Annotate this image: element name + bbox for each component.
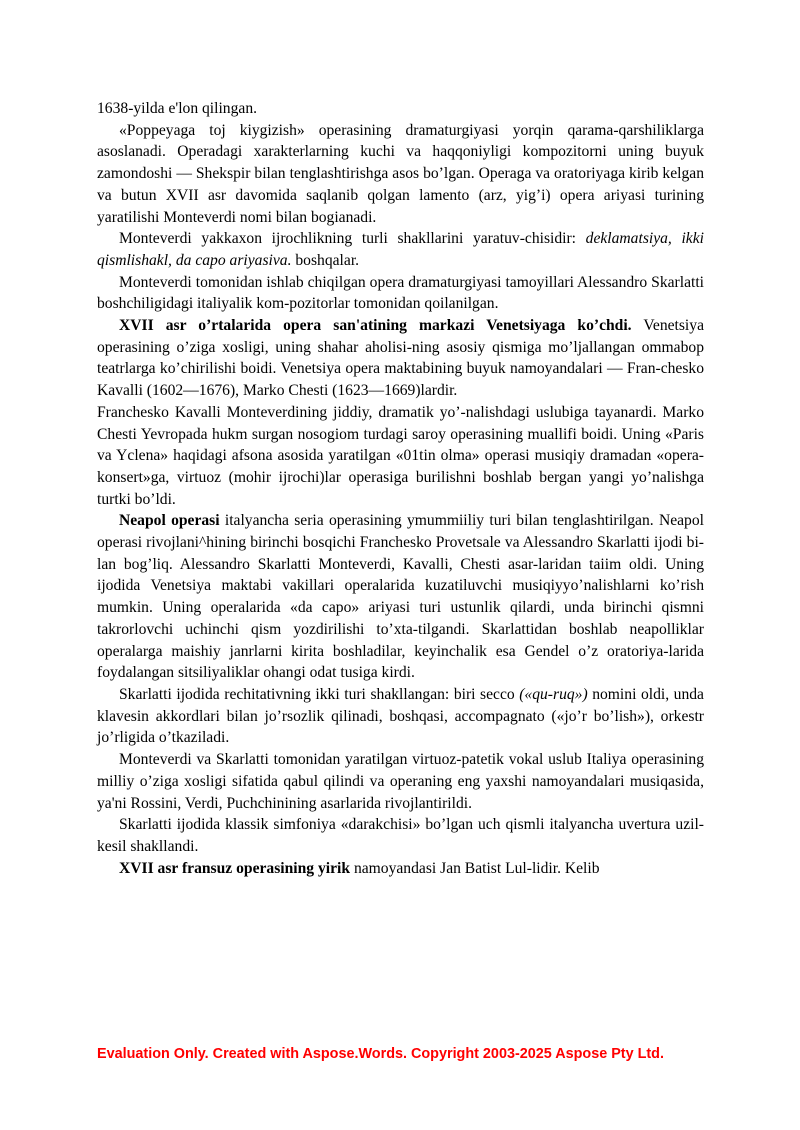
paragraph-3 (97, 228, 704, 271)
paragraph-4: Monteverdi tomonidan ishlab chiqilgan opera dramaturgiyasi tamoyillari Alessandro Skarlatti boshchiligidagi italiyalik kom-pozitorlar tomonidan qoilanilgan. (97, 273, 704, 313)
paragraph-1: 1638-yilda e'lon qilingan. (97, 100, 258, 117)
paragraph-8-text-b: nomini oldi, unda klavesin akkordlari bilan jo’rsozlik qilinadi, boshqasi, accompagnato («jo’r bo’lish»), orkestr jo’rligida o’tkaziladi. (97, 685, 704, 747)
paragraph-5-text: Venetsiya operasining o’ziga xosligi, uning shahar aholisi-ning asosiy qismiga mo’ljallangan ommabop teatrlarga ko’chirilishi boidi. Venetsiya opera maktabining buyuk namoyandalari — Fran-chesko Kavalli (1602—1676), Marko Chesti (1623—1669)lardir. (97, 317, 704, 400)
paragraph-7 (97, 510, 704, 684)
paragraph-5 (97, 315, 704, 402)
paragraph-11-text: namoyandasi Jan Batist Lul-lidir. Kelib (350, 859, 600, 877)
paragraph-3-text-a: Monteverdi yakkaxon ijrochlikning turli shakllarini yaratuv-chisidir: (119, 230, 586, 248)
evaluation-watermark: Evaluation Only. Created with Aspose.Words. Copyright 2003-2025 Aspose Pty Ltd. (97, 1046, 664, 1062)
paragraph-8-italic: («qu-ruq») (519, 685, 588, 703)
paragraph-8-text-a: Skarlatti ijodida rechitativning ikki turi shakllangan: biri secco (119, 685, 520, 703)
paragraph-7-text: italyancha seria operasining ymummiiliy turi bilan tenglashtirilgan. Neapol operasi rivojlani^hining birinchi bosqichi Franchesko Provetsale va Alessandro Skarlatti ijodi bi-lan bog’liq. Alessandro Skarlatti Monteverdi, Kavalli, Chesti asar-laridan taiim oldi. Uning ijodida Venetsiya maktabi vakillari operalarida kuzatiluvchi musiqiyyo’nalishlarni ko’rish mumkin. Uning operalarida «da capo» ariyasi turi ustunlik qilardi, unda birinchi qismni takrorlovchi uchinchi qism yozdirilishi to’xta-tilgandi. Skarlattidan boshlab neapolliklar operalarga maishiy janrlarni kirita boshladilar, keyinchalik esa Gendel o’z oratoriya-larida foydalangan sitsiliyaliklar ohangi odat tusiga kirdi. (97, 512, 704, 682)
paragraph-10: Skarlatti ijodida klassik simfoniya «darakchisi» bo’lgan uch qismli italyancha uvertura uzil-kesil shakllandi. (97, 816, 704, 855)
paragraph-8 (97, 684, 704, 749)
paragraph-9: Monteverdi va Skarlatti tomonidan yaratilgan virtuoz-patetik vokal uslub Italiya operasining milliy o’ziga xosligi sifatida qabul qilindi va operaning eng yaxshi namoyandalari musiqasida, ya'ni Rossini, Verdi, Puchchinining asarlarida rivojlantirildi. (97, 751, 704, 812)
paragraph-11-heading: XVII asr fransuz operasining yirik (119, 859, 351, 877)
paragraph-11 (97, 858, 704, 880)
paragraph-5-heading: XVII asr o’rtalarida opera san'atining markazi Venetsiyaga ko’chdi. (119, 317, 632, 335)
paragraph-6: Franchesko Kavalli Monteverdining jiddiy, dramatik yo’-nalishdagi uslubiga tayanardi. Marko Chesti Yevropada hukm surgan nosogiom turdagi saroy operasining muallifi boidi. Uning «Paris va Yclena» haqidagi afsona asosida yaratilgan «01tin olma» operasi musiqiy dramadan «opera-konsert»ga, virtuoz (mohir ijrochi)lar operasiga burilishni boshlab bergan yangi yo’nalishga turtki bo’ldi. (97, 403, 704, 508)
paragraph-3-italic: deklamatsiya, ikki qismlishakl, da capo ariyasiva. (97, 230, 704, 269)
paragraph-3-text-b: boshqalar. (291, 251, 360, 269)
paragraph-2: «Poppeyaga toj kiygizish» operasining dramaturgiyasi yorqin qarama-qarshiliklarga asoslanadi. Operadagi xarakterlarning kuchi va haqqoniyligi kompozitorni uning buyuk zamondoshi — Shekspir bilan tenglashtirishga asos bo’lgan. Operaga va oratoriyaga kirib kelgan va butun XVII asr davomida saqlanib qolgan lamento (arz, yig’i) opera ariyasi turining yaratilishi Monteverdi nomi bilan bogianadi. (97, 121, 704, 226)
paragraph-7-heading: Neapol operasi (119, 512, 220, 530)
document-body (97, 98, 704, 879)
